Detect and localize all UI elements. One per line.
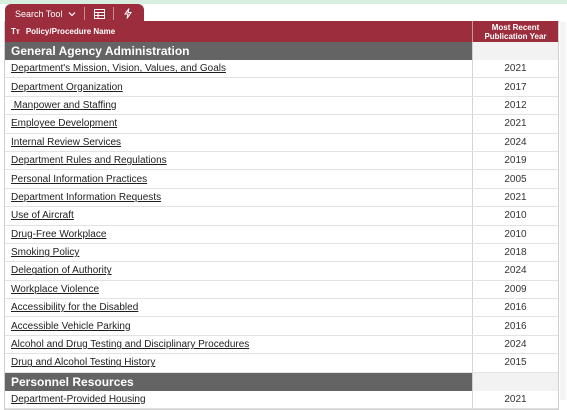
policy-name-cell: [5, 317, 473, 334]
policy-link[interactable]: Department's Mission, Vision, Values, and Goals: [11, 63, 226, 75]
policy-link[interactable]: Workplace Violence: [11, 283, 100, 295]
policy-link[interactable]: Alcohol and Drug Testing and Disciplinary Procedures: [11, 339, 250, 351]
section-year-cell: [473, 373, 558, 391]
policy-name-cell: [5, 115, 473, 132]
search-tool-label: Search Tool: [15, 8, 63, 19]
table-row: [5, 207, 558, 225]
publication-year-cell: 2012: [504, 99, 527, 111]
toolbar-divider: [113, 7, 114, 20]
policy-name-cell: [5, 78, 473, 95]
table-row: [5, 115, 558, 133]
policy-link[interactable]: Accessible Vehicle Parking: [11, 320, 131, 332]
table-row: [5, 299, 558, 317]
publication-year-cell: 2015: [504, 357, 527, 369]
header-publication-year[interactable]: Most Recent Publication Year: [484, 22, 547, 41]
policy-link[interactable]: Department Information Requests: [11, 191, 162, 203]
policy-link[interactable]: Internal Review Services: [11, 136, 122, 148]
table-row: [5, 317, 558, 335]
table-row: [5, 226, 558, 244]
search-tool-button[interactable]: [11, 9, 80, 19]
policy-name-cell: [5, 262, 473, 279]
policy-link[interactable]: Department Rules and Regulations: [11, 155, 167, 167]
policy-link[interactable]: Department Organization: [11, 81, 123, 93]
chevron-down-icon: [68, 10, 76, 18]
header-policy-name-label: Policy/Procedure Name: [25, 27, 116, 36]
publication-year-cell: 2024: [504, 265, 527, 277]
table-row: [5, 78, 558, 96]
table-row: [5, 189, 558, 207]
publication-year-cell: 2009: [504, 283, 527, 295]
table-row: [5, 244, 558, 262]
publication-year-cell: 2016: [504, 302, 527, 314]
table-row: [5, 60, 558, 78]
policy-name-cell: [5, 207, 473, 224]
table-row: [5, 97, 558, 115]
lightning-icon[interactable]: [118, 6, 138, 22]
policy-name-cell: [5, 226, 473, 243]
section-title: Personnel Resources: [5, 373, 473, 391]
policy-link[interactable]: Drug and Alcohol Testing History: [11, 357, 156, 369]
policy-name-cell: [5, 354, 473, 371]
scrollbar[interactable]: [560, 22, 566, 400]
section-header: [5, 373, 558, 391]
publication-year-cell: 2010: [504, 210, 527, 222]
policy-name-cell: [5, 60, 473, 77]
table-row: [5, 170, 558, 188]
publication-year-cell: 2018: [504, 247, 527, 259]
policy-link[interactable]: Smoking Policy: [11, 247, 80, 259]
table-header: [5, 21, 558, 42]
policy-link[interactable]: Department-Provided Housing: [11, 393, 146, 405]
publication-year-cell: 2017: [504, 81, 527, 93]
table-row: [5, 262, 558, 280]
policy-link[interactable]: Use of Aircraft: [11, 210, 74, 222]
toolbar-divider: [84, 7, 85, 20]
policy-name-cell: [5, 170, 473, 187]
policy-name-cell: [5, 281, 473, 298]
policy-name-cell: [5, 189, 473, 206]
policy-link[interactable]: Personal Information Practices: [11, 173, 148, 185]
publication-year-cell: 2005: [504, 173, 527, 185]
policy-link[interactable]: Manpower and Staffing: [11, 99, 117, 111]
text-type-icon: Tт: [11, 27, 20, 36]
publication-year-cell: 2021: [504, 191, 527, 203]
header-policy-name[interactable]: [5, 21, 473, 42]
section-year-cell: [473, 42, 558, 60]
publication-year-cell: 2021: [504, 393, 527, 405]
publication-year-cell: 2019: [504, 155, 527, 167]
policy-link[interactable]: Drug-Free Workplace: [11, 228, 107, 240]
policy-table: [4, 21, 559, 410]
table-row: [5, 354, 558, 372]
policy-name-cell: [5, 152, 473, 169]
policy-name-cell: [5, 244, 473, 261]
table-row: [5, 152, 558, 170]
table-body: [5, 42, 558, 409]
policy-link[interactable]: Delegation of Authority: [11, 265, 112, 277]
policy-name-cell: [5, 97, 473, 114]
policy-link[interactable]: Employee Development: [11, 118, 118, 130]
publication-year-cell: 2024: [504, 136, 527, 148]
policy-link[interactable]: Accessibility for the Disabled: [11, 302, 139, 314]
policy-name-cell: [5, 134, 473, 151]
section-title: General Agency Administration: [5, 42, 473, 60]
policy-name-cell: [5, 299, 473, 316]
publication-year-cell: 2021: [504, 63, 527, 75]
publication-year-cell: 2024: [504, 339, 527, 351]
table-row: [5, 336, 558, 354]
table-row: [5, 281, 558, 299]
policy-name-cell: [5, 391, 473, 408]
table-row: [5, 134, 558, 152]
publication-year-cell: 2010: [504, 228, 527, 240]
policy-name-cell: [5, 336, 473, 353]
publication-year-cell: 2021: [504, 118, 527, 130]
section-header: [5, 42, 558, 60]
table-filter-icon[interactable]: [89, 6, 109, 22]
publication-year-cell: 2016: [504, 320, 527, 332]
